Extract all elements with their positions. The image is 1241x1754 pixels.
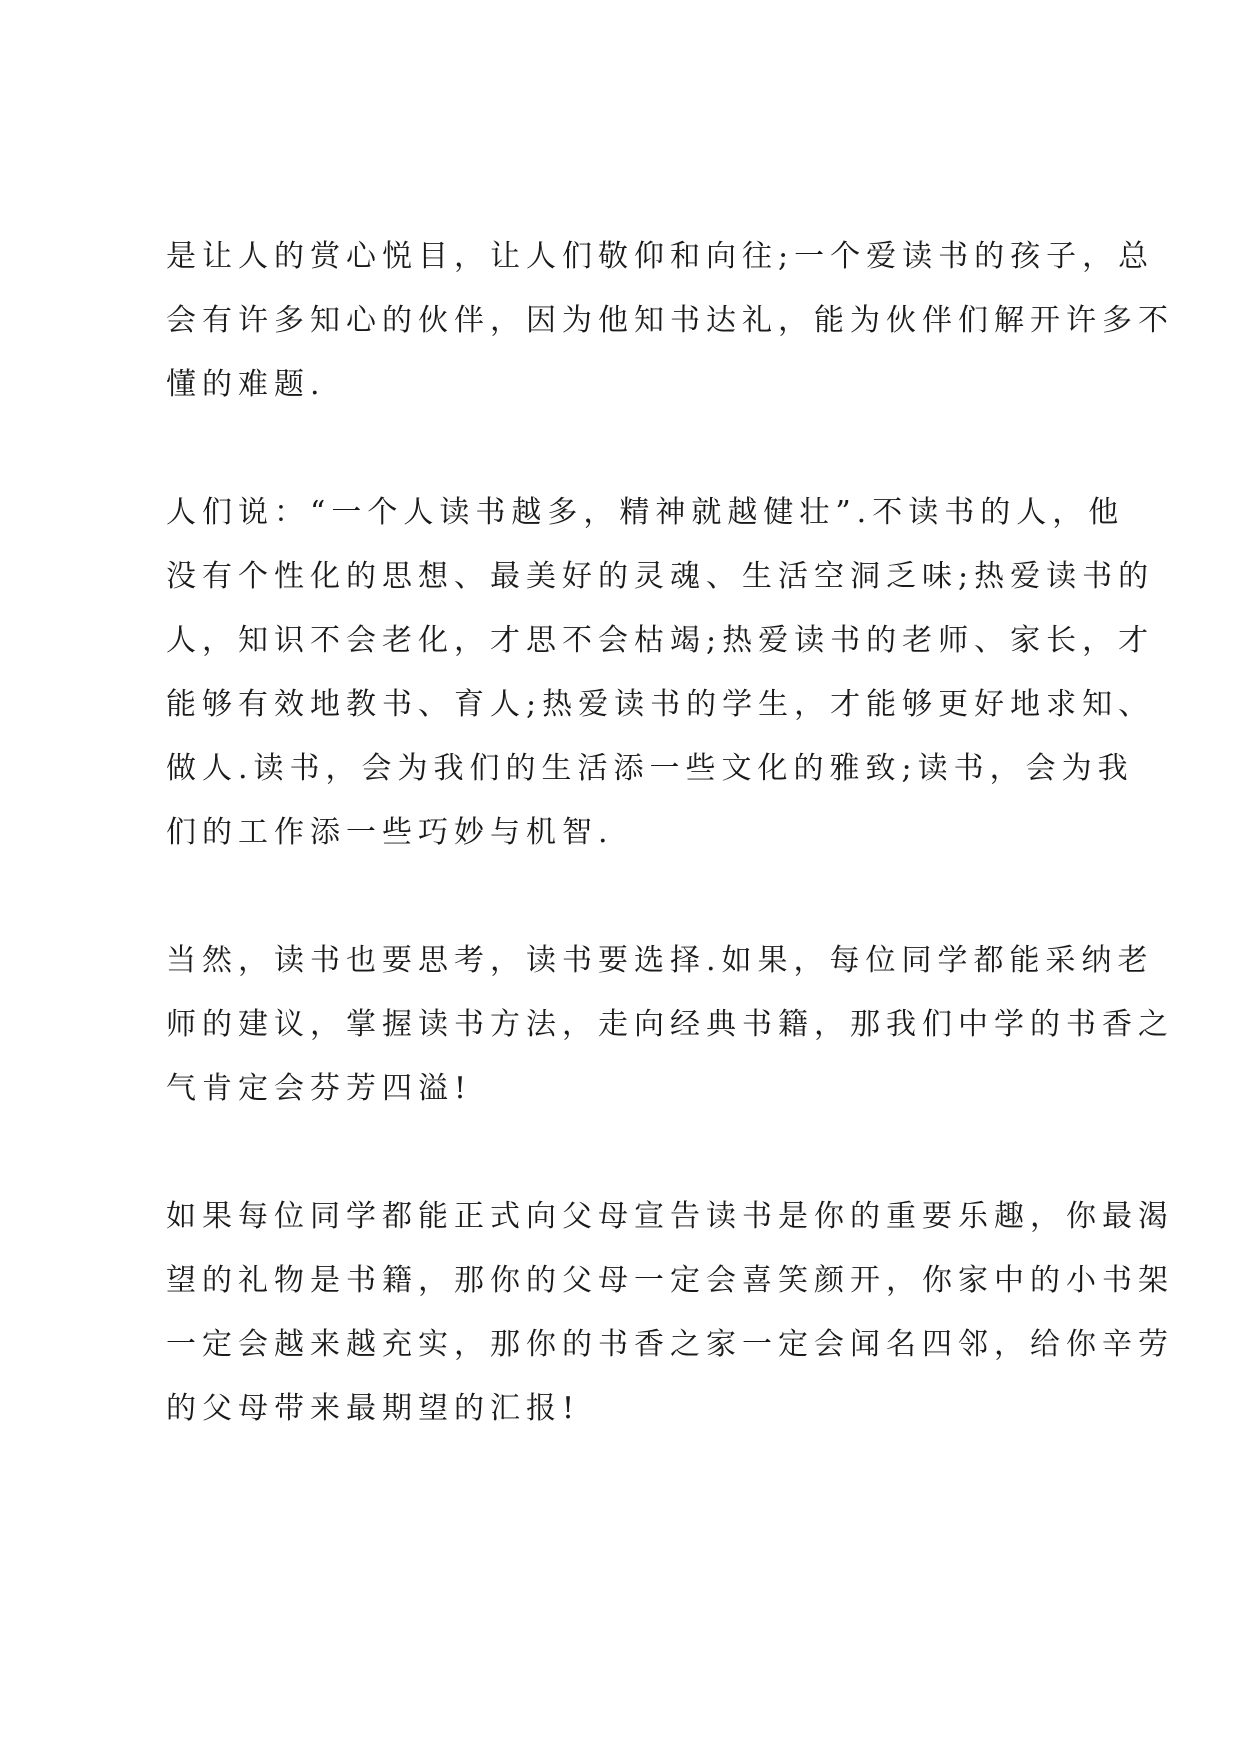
text-line: 望的礼物是书籍，那你的父母一定会喜笑颜开，你家中的小书架 (166, 1263, 1174, 1298)
text-line: 人们说：“一个人读书越多，精神就越健壮”.不读书的人，他 (166, 495, 1125, 530)
text-line: 会有许多知心的伙伴，因为他知书达礼，能为伙伴们解开许多不 (166, 303, 1174, 338)
text-line: 当然，读书也要思考，读书要选择.如果，每位同学都能采纳老 (166, 943, 1154, 978)
paragraph-4 (166, 1185, 1174, 1441)
paragraph-2 (166, 481, 1154, 865)
paragraph-1 (166, 225, 1174, 417)
text-line: 懂的难题. (166, 367, 326, 402)
paragraph-3 (166, 929, 1174, 1121)
text-line: 师的建议，掌握读书方法，走向经典书籍，那我们中学的书香之 (166, 1007, 1174, 1042)
text-line: 气肯定会芬芳四溢! (166, 1071, 473, 1106)
text-line: 们的工作添一些巧妙与机智. (166, 815, 614, 850)
text-line: 没有个性化的思想、最美好的灵魂、生活空洞乏味;热爱读书的 (166, 559, 1155, 594)
text-line: 是让人的赏心悦目，让人们敬仰和向往;一个爱读书的孩子，总 (166, 239, 1155, 274)
text-line: 能够有效地教书、育人;热爱读书的学生，才能够更好地求知、 (166, 687, 1155, 722)
text-line: 做人.读书，会为我们的生活添一些文化的雅致;读书，会为我 (166, 751, 1134, 786)
text-line: 人，知识不会老化，才思不会枯竭;热爱读书的老师、家长，才 (166, 623, 1155, 658)
text-line: 如果每位同学都能正式向父母宣告读书是你的重要乐趣，你最渴 (166, 1199, 1174, 1234)
text-line: 一定会越来越充实，那你的书香之家一定会闻名四邻，给你辛劳 (166, 1327, 1174, 1362)
text-line: 的父母带来最期望的汇报! (166, 1391, 581, 1426)
